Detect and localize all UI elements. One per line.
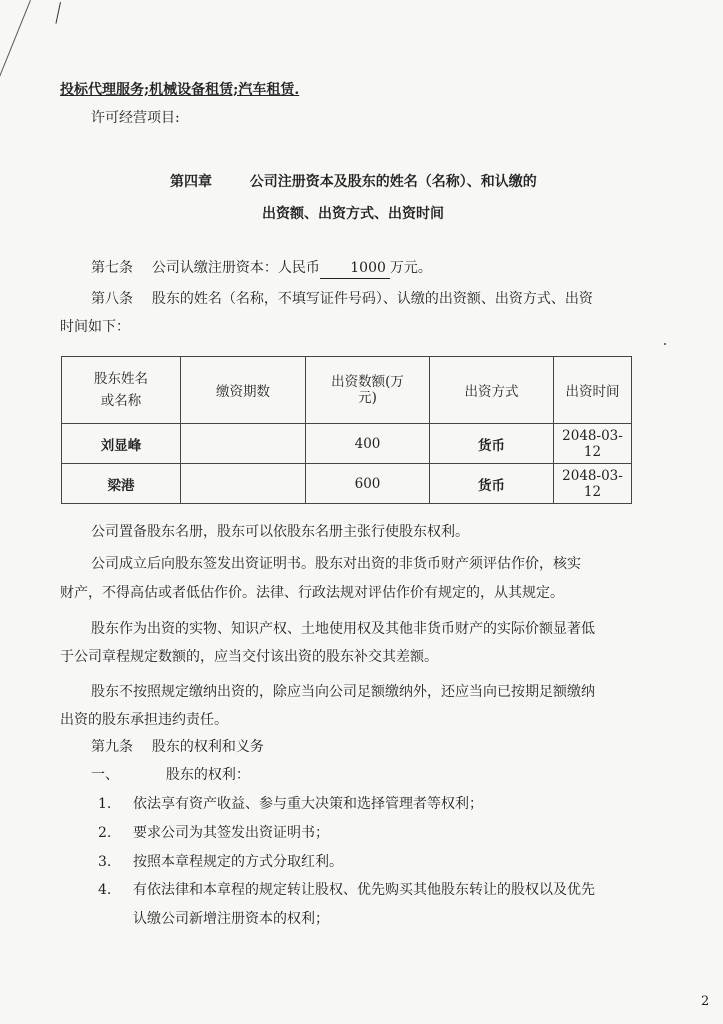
table-row [62,424,632,464]
licensed-items-label: 许可经营项目: [91,110,180,126]
cell-name: 刘显峰 [62,424,181,464]
business-scope-line: 投标代理服务;机械设备租赁;汽车租赁. [60,82,300,98]
shareholder-table [61,356,632,504]
header-periods: 缴资期数 [181,357,306,424]
article-8-text: 股东的姓名（名称，不填写证件号码）、认缴的出资额、出资方式、出资 [151,291,593,307]
table-header-row [62,357,632,424]
section-title: 股东的权利： [165,767,250,783]
scan-speck [664,343,666,345]
cell-periods [181,424,306,464]
chapter-title: 公司注册资本及股东的姓名（名称）、和认缴的 [249,174,537,190]
article-8-line1 [91,289,593,309]
cell-periods [181,464,306,504]
section-number: 一、 [91,767,119,783]
list-item: 3. 按照本章程规定的方式分取红利。 [98,854,343,870]
article-9-title: 股东的权利和义务 [151,739,264,755]
chapter-number: 第四章 [170,174,212,190]
paragraph-liability-line1: 股东不按照规定缴纳出资的，除应当向公司足额缴纳外，还应当向已按期足额缴纳 [91,684,595,700]
article-7-label: 第七条 [91,260,133,276]
article-7-text: 公司认缴注册资本：人民币 [151,260,320,276]
paragraph-shortfall-line2: 于公司章程规定数额的，应当交付该出资的股东补交其差额。 [60,649,438,665]
chapter-heading-line1 [170,172,537,192]
header-time: 出资时间 [554,357,632,424]
header-method: 出资方式 [430,357,554,424]
cell-time: 2048-03-12 [554,464,632,504]
page-number: 2 [701,994,710,1009]
cell-amount: 600 [306,464,430,504]
list-item-continuation: 认缴公司新增注册资本的权利； [133,911,329,927]
list-item: 1. 依法享有资产收益、参与重大决策和选择管理者等权利； [98,796,483,812]
article-7-unit: 万元。 [389,260,432,276]
registered-capital-amount: 1000 [320,258,390,279]
article-9-heading [91,737,264,757]
chapter-heading-line2: 出资额、出资方式、出资时间 [262,206,444,222]
section-rights-heading [91,765,250,785]
cell-method: 货币 [430,424,554,464]
cell-name: 梁港 [62,464,181,504]
scan-edge-mark [55,2,61,24]
scan-edge-mark [0,0,31,101]
cell-method: 货币 [430,464,554,504]
paragraph-certificate-line1: 公司成立后向股东签发出资证明书。股东对出资的非货币财产须评估作价，核实 [91,556,581,572]
cell-time: 2048-03-12 [554,424,632,464]
paragraph-certificate-line2: 财产，不得高估或者低估作价。法律、行政法规对评估作价有规定的，从其规定。 [60,585,564,601]
list-item: 4. 有依法律和本章程的规定转让股权、优先购买其他股东转让的股权以及优先 [98,882,595,898]
article-9-label: 第九条 [91,739,133,755]
list-item: 2. 要求公司为其签发出资证明书； [98,825,329,841]
article-8-label: 第八条 [91,291,133,307]
article-8-line2: 时间如下： [60,319,130,335]
article-7 [91,258,432,279]
cell-amount: 400 [306,424,430,464]
paragraph-shortfall-line1: 股东作为出资的实物、知识产权、土地使用权及其他非货币财产的实际价额显著低 [91,621,595,637]
header-amount: 出资数额(万 元) [306,357,430,424]
paragraph-register: 公司置备股东名册，股东可以依股东名册主张行使股东权利。 [91,524,469,540]
paragraph-liability-line2: 出资的股东承担违约责任。 [60,712,228,728]
table-row [62,464,632,504]
header-name: 股东姓名 或名称 [62,357,181,424]
